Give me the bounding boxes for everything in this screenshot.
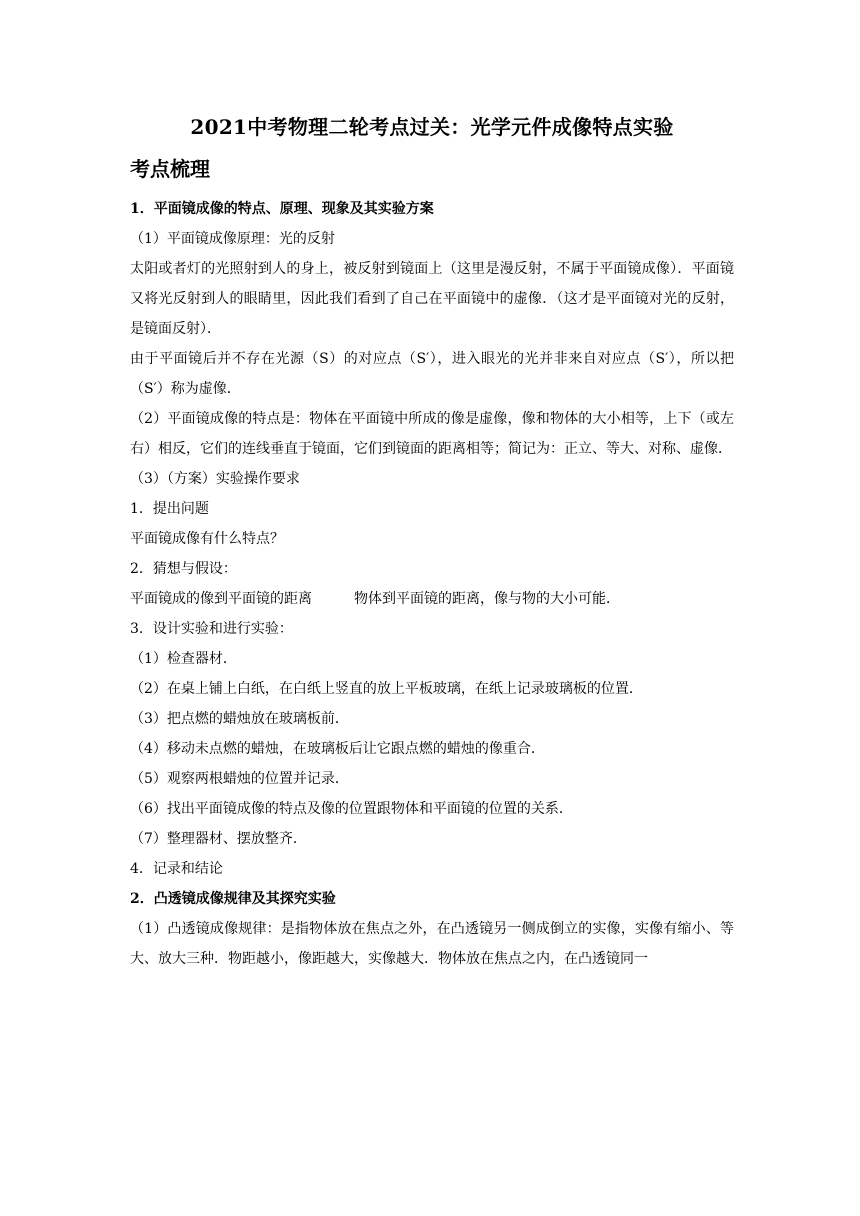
substep: （1）检查器材． — [130, 651, 237, 667]
step-1: 1．提出问题 — [130, 501, 209, 517]
principle-label: （1）平面镜成像原理：光的反射 — [130, 231, 335, 247]
section-heading: 考点梳理 — [130, 157, 210, 181]
principle-text-2: 由于平面镜后并不存在光源（S）的对应点（S′），进入眼光的光并非来自对应点（S′），所以把（S′）称为虚像． — [130, 351, 734, 397]
rule-text: （1）凸透镜成像规律：是指物体放在焦点之外，在凸透镜另一侧成倒立的实像，实像有缩小、等大、放大三种．物距越小，像距越大，实像越大．物体放在焦点之内，在凸透镜同一 — [130, 921, 734, 967]
principle-text-1: 太阳或者灯的光照射到人的身上，被反射到镜面上（这里是漫反射，不属于平面镜成像）．平面镜又将光反射到人的眼睛里，因此我们看到了自己在平面镜中的虚像．（这才是平面镜对光的反射，是镜面反射）． — [130, 261, 734, 337]
substep: （5）观察两根蜡烛的位置并记录． — [130, 771, 349, 787]
substep: （7）整理器材、摆放整齐． — [130, 831, 307, 847]
step-4: 4．记录和结论 — [130, 861, 223, 877]
substep: （6）找出平面镜成像的特点及像的位置跟物体和平面镜的位置的关系． — [130, 801, 573, 817]
step-2: 2．猜想与假设： — [130, 561, 237, 577]
substep: （2）在桌上铺上白纸，在白纸上竖直的放上平板玻璃，在纸上记录玻璃板的位置． — [130, 681, 643, 697]
step-1-text: 平面镜成像有什么特点？ — [130, 531, 284, 547]
features-text: （2）平面镜成像的特点是：物体在平面镜中所成的像是虚像，像和物体的大小相等，上下（或左右）相反，它们的连线垂直于镜面，它们到镜面的距离相等；简记为：正立、等大、对称、虚像． — [130, 411, 734, 457]
step-2-text — [130, 584, 734, 614]
step-2-text-b: 物体到平面镜的距离，像与物的大小可能． — [354, 591, 620, 607]
step-3: 3．设计实验和进行实验： — [130, 621, 293, 637]
part1-heading: 1．平面镜成像的特点、原理、现象及其实验方案 — [130, 201, 434, 217]
document-title: 2021中考物理二轮考点过关：光学元件成像特点实验 — [190, 115, 674, 139]
document-page — [130, 112, 734, 974]
plan-label: （3）（方案）实验操作要求 — [130, 471, 300, 487]
substep: （4）移动未点燃的蜡烛，在玻璃板后让它跟点燃的蜡烛的像重合． — [130, 741, 545, 757]
step-2-text-a: 平面镜成的像到平面镜的距离 — [130, 591, 312, 607]
part2-heading: 2．凸透镜成像规律及其探究实验 — [130, 891, 336, 907]
substep: （3）把点燃的蜡烛放在玻璃板前． — [130, 711, 349, 727]
